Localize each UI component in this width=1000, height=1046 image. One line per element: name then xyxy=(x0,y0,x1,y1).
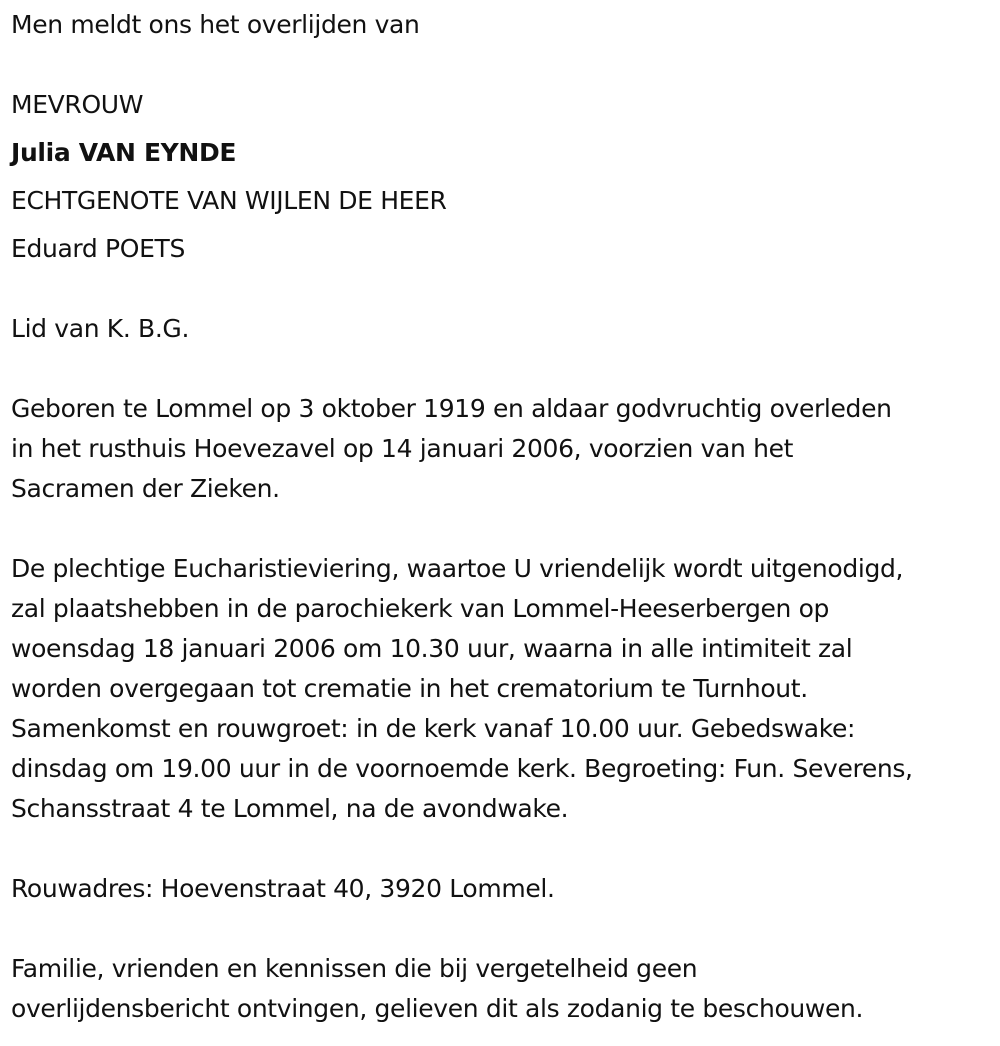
ceremony-paragraph-line: woensdag 18 januari 2006 om 10.30 uur, waarna in alle intimiteit zal xyxy=(11,634,853,663)
ceremony-paragraph-line: Samenkomst en rouwgroet: in de kerk vanaf 10.00 uur. Gebedswake: xyxy=(11,714,856,743)
relation-line: ECHTGENOTE VAN WIJLEN DE HEER xyxy=(11,186,447,215)
birth-paragraph-line: Geboren te Lommel op 3 oktober 1919 en aldaar godvruchtig overleden xyxy=(11,394,892,423)
spouse-name: Eduard POETS xyxy=(11,234,185,263)
ceremony-paragraph-line: De plechtige Eucharistieviering, waartoe U vriendelijk wordt uitgenodigd, xyxy=(11,554,904,583)
birth-paragraph-line: in het rusthuis Hoevezavel op 14 januari 2006, voorzien van het xyxy=(11,434,794,463)
closing-paragraph-line: Familie, vrienden en kennissen die bij vergetelheid geen xyxy=(11,954,698,983)
mourning-address: Rouwadres: Hoevenstraat 40, 3920 Lommel. xyxy=(11,874,555,903)
birth-paragraph-line: Sacramen der Zieken. xyxy=(11,474,280,503)
ceremony-paragraph-line: dinsdag om 19.00 uur in de voornoemde kerk. Begroeting: Fun. Severens, xyxy=(11,754,913,783)
closing-paragraph-line: overlijdensbericht ontvingen, gelieven dit als zodanig te beschouwen. xyxy=(11,994,864,1023)
intro-line: Men meldt ons het overlijden van xyxy=(11,10,420,39)
ceremony-paragraph-line: Schansstraat 4 te Lommel, na de avondwake. xyxy=(11,794,569,823)
deceased-name: Julia VAN EYNDE xyxy=(11,138,237,167)
honorific: MEVROUW xyxy=(11,90,144,119)
ceremony-paragraph-line: zal plaatshebben in de parochiekerk van Lommel-Heeserbergen op xyxy=(11,594,830,623)
ceremony-paragraph-line: worden overgegaan tot crematie in het crematorium te Turnhout. xyxy=(11,674,808,703)
membership-line: Lid van K. B.G. xyxy=(11,314,190,343)
